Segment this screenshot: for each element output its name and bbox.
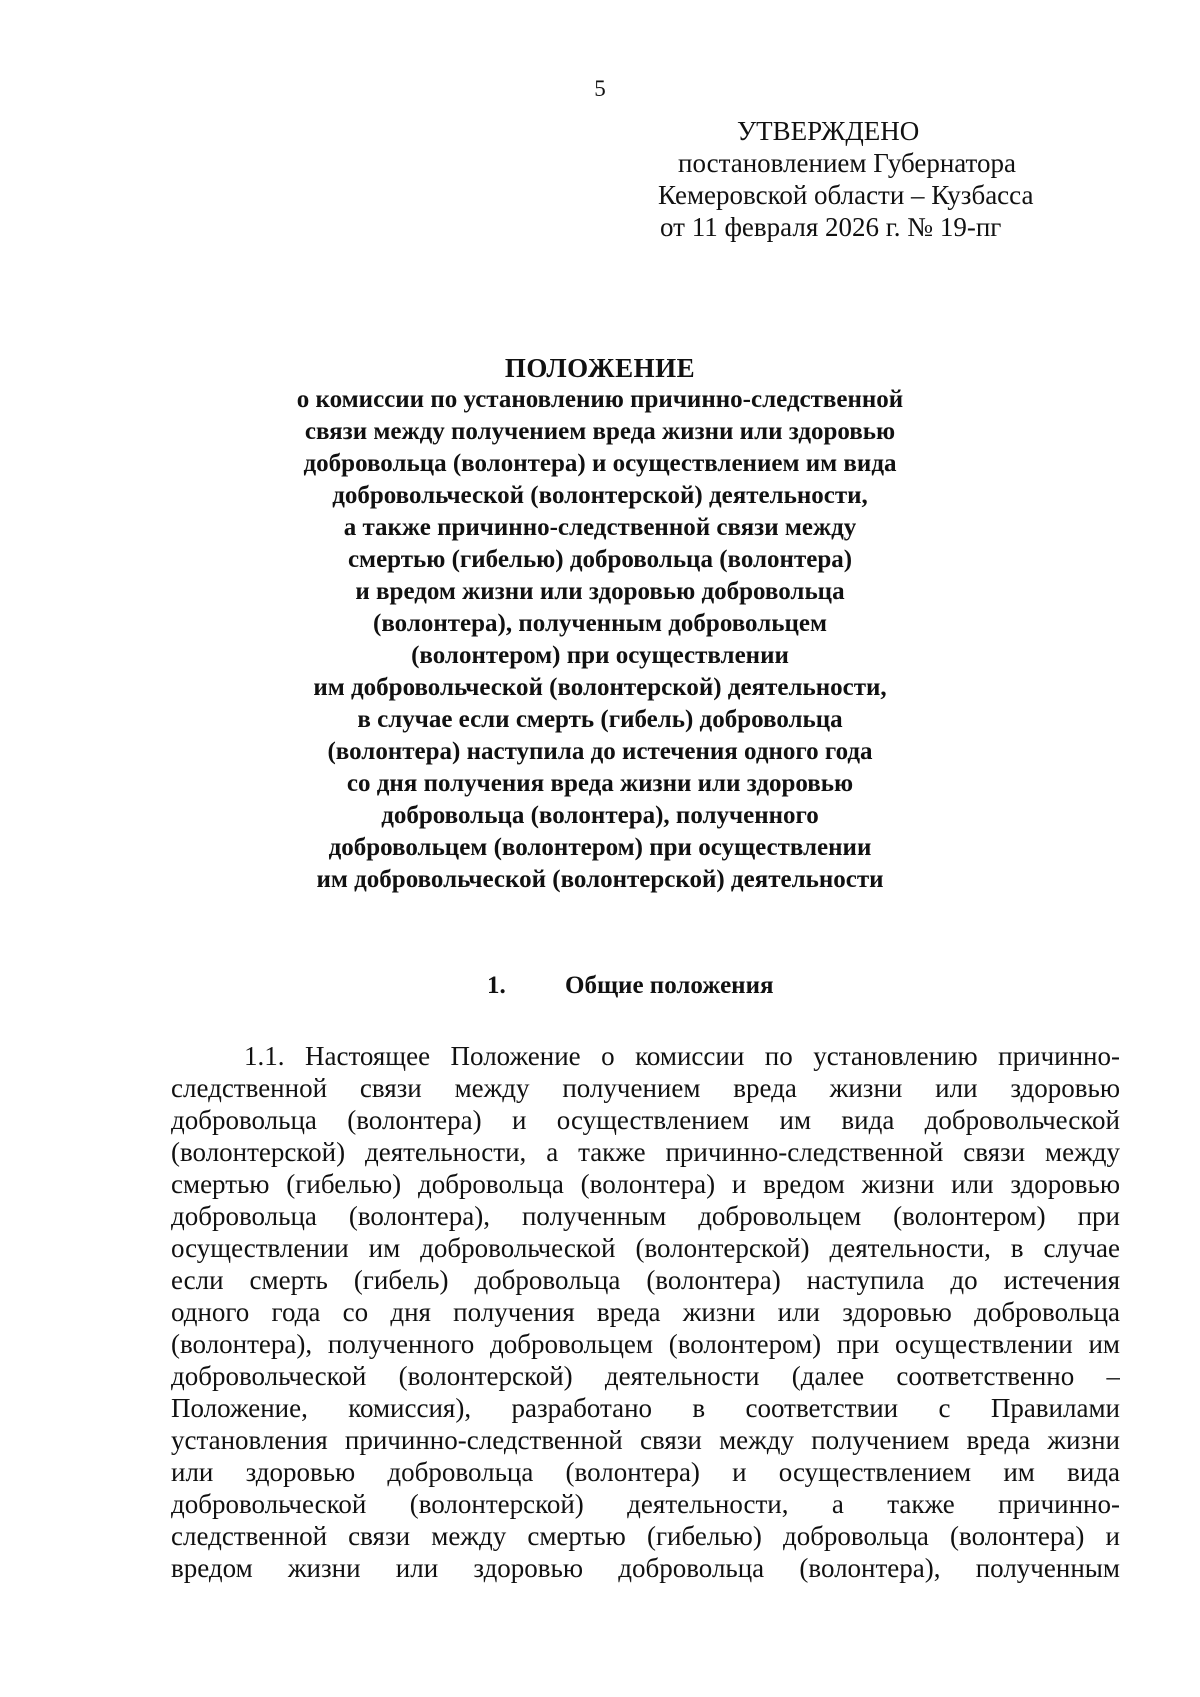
paragraph-line: вредом жизни или здоровью добровольца (волонтера), полученным (171, 1553, 1120, 1583)
section-number: 1. (487, 972, 506, 999)
title-line: в случае если смерть (гибель) добровольца (357, 706, 843, 733)
title-line: (волонтера), полученным добровольцем (373, 610, 827, 637)
paragraph-line: смертью (гибелью) добровольца (волонтера) и вредом жизни или здоровью (171, 1169, 1120, 1199)
paragraph-line: следственной связи между смертью (гибелью) добровольца (волонтера) и (171, 1521, 1120, 1551)
paragraph-line: добровольческой (волонтерской) деятельности (далее соответственно – (171, 1361, 1120, 1391)
paragraph-line: (волонтера), полученного добровольцем (волонтером) при осуществлении им (171, 1329, 1120, 1359)
paragraph-line: (волонтерской) деятельности, а также причинно-следственной связи между (171, 1137, 1120, 1167)
paragraph-1-1 (171, 1040, 1120, 1584)
title-line: смертью (гибелью) добровольца (волонтера) (347, 546, 853, 573)
title-line: со дня получения вреда жизни или здоровью (346, 770, 854, 797)
title-line: (волонтером) при осуществлении (411, 642, 789, 669)
title-line: и вредом жизни или здоровью добровольца (355, 578, 845, 605)
title-line: им добровольческой (волонтерской) деятельности, (313, 674, 887, 701)
paragraph-line: следственной связи между получением вреда жизни или здоровью (171, 1073, 1120, 1103)
approval-block (640, 115, 1120, 243)
paragraph-line: если смерть (гибель) добровольца (волонтера) наступила до истечения (171, 1265, 1120, 1295)
approval-line-1: УТВЕРЖДЕНО (737, 116, 920, 146)
paragraph-line: Положение, комиссия), разработано в соответствии с Правилами (171, 1393, 1120, 1423)
paragraph-line: одного года со дня получения вреда жизни или здоровью добровольца (171, 1297, 1120, 1327)
document-title-block (0, 352, 1200, 896)
paragraph-line: добровольческой (волонтерской) деятельности, а также причинно- (171, 1489, 1120, 1519)
approval-line-2: постановлением Губернатора (678, 148, 1016, 178)
paragraph-line: осуществлении им добровольческой (волонтерской) деятельности, в случае (171, 1233, 1120, 1263)
paragraph-line: или здоровью добровольца (волонтера) и осуществлением им вида (171, 1457, 1120, 1487)
paragraph-line: добровольца (волонтера), полученным добровольцем (волонтером) при (171, 1201, 1120, 1231)
page-number: 5 (594, 76, 606, 101)
title-line: а также причинно-следственной связи между (343, 514, 857, 541)
approval-line-4: от 11 февраля 2026 г. № 19-пг (660, 212, 1002, 242)
title-line: добровольческой (волонтерской) деятельности, (332, 482, 868, 509)
title-line: о комиссии по установлению причинно-следственной (296, 386, 904, 413)
section-title: Общие положения (565, 972, 774, 999)
title-line: добровольца (волонтера) и осуществлением им вида (303, 450, 897, 477)
paragraph-line: установления причинно-следственной связи между получением вреда жизни (171, 1425, 1120, 1455)
title-line: им добровольческой (волонтерской) деятельности (316, 866, 884, 893)
title-line: (волонтера) наступила до истечения одного года (327, 738, 873, 765)
paragraph-line: добровольца (волонтера) и осуществлением им вида добровольческой (171, 1105, 1120, 1135)
paragraph-line: 1.1. Настоящее Положение о комиссии по установлению причинно- (244, 1041, 1120, 1071)
approval-line-3: Кемеровской области – Кузбасса (658, 180, 1034, 210)
title-line: добровольца (волонтера), полученного (381, 802, 819, 829)
document-title: ПОЛОЖЕНИЕ (504, 353, 696, 383)
title-line: связи между получением вреда жизни или здоровью (304, 418, 896, 445)
title-line: добровольцем (волонтером) при осуществлении (328, 834, 872, 861)
